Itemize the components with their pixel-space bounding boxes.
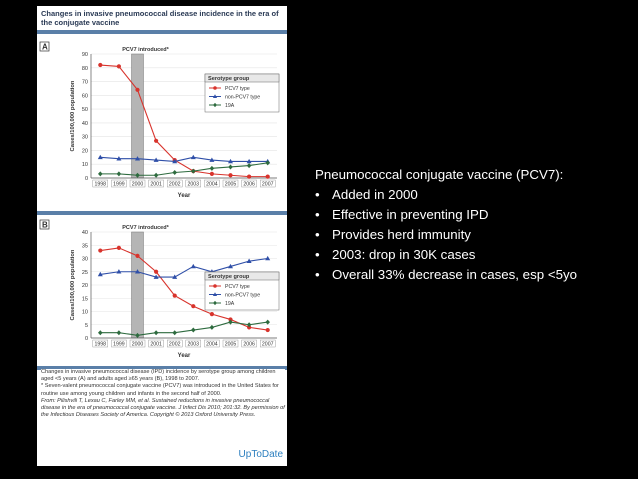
data-point: [117, 246, 121, 250]
y-tick-label: 90: [81, 52, 88, 58]
data-point: [135, 254, 139, 258]
legend-label: PCV7 type: [225, 284, 250, 290]
data-point: [98, 171, 103, 176]
data-point: [210, 172, 214, 176]
bullet-symbol: •: [315, 187, 320, 202]
data-point: [191, 169, 196, 174]
series-line: [100, 157, 267, 161]
y-tick-label: 15: [81, 296, 88, 303]
series-line: [100, 163, 267, 175]
x-tick-label: 1999: [113, 341, 125, 348]
figure-title: Changes in invasive pneumococcal disease incidence in the era of the conjugate vaccine: [41, 9, 279, 27]
data-point: [210, 166, 215, 171]
y-tick-label: 0: [84, 336, 88, 342]
x-tick-label: 2003: [187, 181, 200, 188]
data-point: [228, 173, 232, 177]
panel-label: A: [42, 42, 48, 52]
x-tick-label: 2000: [131, 341, 144, 348]
data-point: [228, 164, 233, 169]
data-point: [98, 248, 102, 252]
data-point: [172, 330, 177, 335]
legend-label: non-PCV7 type: [225, 292, 261, 299]
data-point: [266, 328, 270, 332]
legend-label: 19A: [225, 301, 235, 307]
data-point: [173, 294, 177, 298]
x-tick-label: 2002: [168, 341, 181, 348]
bullet-item: [315, 205, 633, 225]
chart-panel-a: [37, 36, 287, 208]
x-tick-label: 2005: [224, 181, 237, 188]
legend-marker: [213, 284, 217, 288]
panel-divider: [37, 211, 287, 215]
x-tick-label: 2000: [131, 181, 144, 188]
x-tick-label: 2007: [261, 181, 274, 188]
bullet-symbol: •: [315, 267, 320, 282]
data-point: [154, 173, 159, 178]
data-point: [210, 312, 214, 316]
chart-panel-b: [37, 216, 287, 368]
slide-bullets: [315, 165, 633, 285]
data-point: [117, 330, 122, 335]
pcv7-intro-band: [132, 232, 144, 338]
data-point: [172, 170, 177, 175]
y-axis-title: Cases/100,000 population: [70, 80, 76, 152]
x-tick-label: 2007: [261, 341, 274, 348]
data-point: [210, 325, 215, 330]
series-line: [100, 322, 267, 335]
bullet-text: 2003: drop in 30K cases: [332, 247, 476, 262]
x-tick-label: 2002: [168, 181, 181, 188]
data-point: [247, 163, 252, 168]
bullet-item: [315, 225, 633, 245]
x-axis-title: Year: [177, 353, 191, 359]
figure-card: [37, 6, 287, 466]
data-point: [191, 155, 196, 159]
data-point: [191, 304, 195, 308]
x-tick-label: 2001: [150, 181, 162, 188]
data-point: [98, 63, 102, 67]
figure-caption: [41, 369, 285, 461]
data-point: [265, 320, 270, 325]
data-point: [117, 171, 122, 176]
bullet-symbol: •: [315, 247, 320, 262]
data-point: [154, 139, 158, 143]
y-axis-title: Cases/100,000 population: [70, 249, 76, 321]
data-point: [265, 256, 270, 260]
bullet-symbol: •: [315, 227, 320, 242]
bullet-text: Overall 33% decrease in cases, esp <5yo: [332, 267, 578, 282]
uptodate-logo: UpToDate: [238, 449, 283, 460]
bullet-list: [315, 185, 633, 285]
pcv7-intro-annotation: PCV7 introduced*: [122, 47, 169, 53]
legend-label: 19A: [225, 103, 235, 109]
data-point: [135, 88, 139, 92]
y-tick-label: 50: [81, 107, 88, 114]
x-tick-label: 2004: [206, 181, 218, 188]
y-tick-label: 60: [81, 93, 88, 100]
y-tick-label: 40: [81, 230, 88, 236]
legend-marker: [213, 86, 217, 90]
data-point: [98, 330, 103, 335]
bullet-text: Provides herd immunity: [332, 227, 471, 242]
title-divider: [37, 30, 287, 34]
data-point: [154, 270, 158, 274]
y-tick-label: 25: [81, 269, 88, 276]
y-tick-label: 10: [81, 162, 88, 169]
data-point: [191, 328, 196, 333]
x-tick-label: 1998: [94, 181, 107, 188]
y-tick-label: 35: [81, 243, 88, 250]
bullet-item: [315, 265, 633, 285]
data-point: [247, 175, 251, 179]
pcv7-intro-annotation: PCV7 introduced*: [122, 225, 169, 231]
legend-title: Serotype group: [208, 274, 250, 281]
legend-label: PCV7 type: [225, 86, 250, 92]
legend-label: non-PCV7 type: [225, 94, 261, 101]
y-tick-label: 5: [84, 322, 88, 329]
data-point: [191, 264, 196, 268]
bullet-text: Added in 2000: [332, 187, 418, 202]
panel-label: B: [42, 220, 48, 230]
bullet-item: [315, 245, 633, 265]
data-point: [266, 175, 270, 179]
y-tick-label: 0: [84, 176, 88, 182]
legend-title: Serotype group: [208, 76, 250, 83]
y-tick-label: 40: [81, 120, 88, 127]
x-tick-label: 2001: [150, 341, 162, 348]
data-point: [117, 64, 121, 68]
bullet-symbol: •: [315, 207, 320, 222]
caption-reference: From: Pilishvili T, Lexau C, Farley MM, et al. Sustained reductions in invasive pneumococcal disease in the era of pneumococcal conjugate vaccine. J Infect Dis 2010; 201:32. By permission of the Infectious Diseases Society of America. Copyright © 2013 Oxford University Press.: [41, 397, 285, 419]
caption-text: Changes in invasive pneumococcal disease (IPD) incidence by serotype group among children aged <5 years (A) and adults aged ≥65 years (B), 1998 to 2007.: [41, 369, 276, 383]
y-tick-label: 80: [81, 65, 88, 72]
x-tick-label: 2006: [243, 341, 255, 348]
x-tick-label: 1999: [113, 181, 125, 188]
caption-footnote: * Seven-valent pneumococcal conjugate vaccine (PCV7) was introduced in the United States for routine use among young children and infants in the second half of 2000.: [41, 383, 279, 397]
x-tick-label: 2006: [243, 181, 255, 188]
data-point: [154, 330, 159, 335]
x-axis-title: Year: [177, 193, 191, 199]
y-tick-label: 20: [81, 283, 88, 289]
y-tick-label: 30: [81, 256, 88, 263]
bullet-item: [315, 185, 633, 205]
y-tick-label: 70: [81, 79, 88, 86]
x-tick-label: 2005: [224, 341, 237, 348]
bullet-text: Effective in preventing IPD: [332, 207, 489, 222]
y-tick-label: 10: [81, 309, 88, 316]
y-tick-label: 30: [81, 134, 88, 141]
x-tick-label: 2003: [187, 341, 200, 348]
bullets-heading: Pneumococcal conjugate vaccine (PCV7):: [315, 167, 564, 182]
y-tick-label: 20: [81, 148, 88, 155]
x-tick-label: 2004: [206, 341, 218, 348]
x-tick-label: 1998: [94, 341, 107, 348]
